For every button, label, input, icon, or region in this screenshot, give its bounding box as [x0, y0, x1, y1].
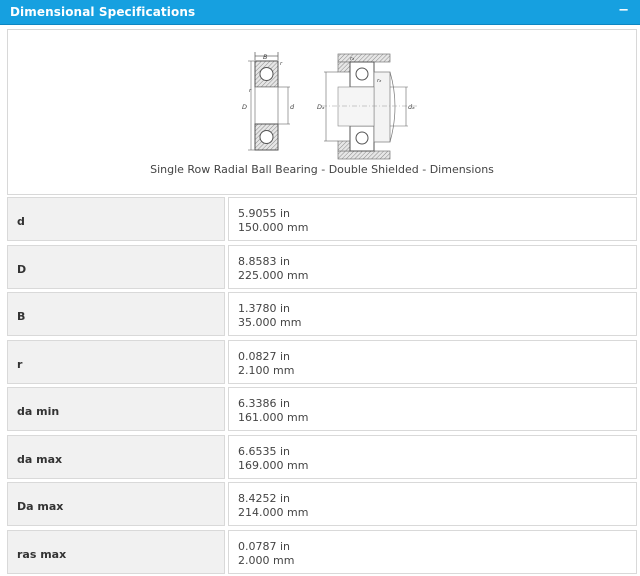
spec-value-mm: 214.000 mm [238, 506, 309, 519]
spec-row [7, 435, 637, 481]
spec-value [228, 292, 637, 336]
spec-label: r [7, 340, 225, 384]
bearing-mounting-right [317, 54, 418, 159]
spec-value-in: 0.0787 in [238, 539, 291, 553]
spec-value [228, 435, 637, 479]
spec-row [7, 387, 637, 433]
spec-value-in: 1.3780 in [238, 302, 291, 315]
spec-value-mm: 225.000 mm [238, 268, 309, 282]
bearing-cross-section-left [242, 52, 295, 150]
spec-value-mm: 2.100 mm [238, 363, 295, 377]
spec-value-mm: 150.000 mm [238, 221, 309, 234]
spec-value-in: 0.0827 in [238, 349, 291, 363]
spec-value-in: 5.9055 in [238, 207, 291, 220]
spec-row [7, 197, 637, 243]
figure-caption: Single Row Radial Ball Bearing - Double Shielded - Dimensions [150, 163, 494, 176]
spec-value-in: 6.3386 in [238, 397, 291, 410]
label-d: d [290, 103, 295, 111]
spec-label: B [7, 292, 225, 336]
panel-title: Dimensional Specifications [10, 5, 196, 19]
spec-value [228, 340, 637, 384]
bearing-diagram-svg [8, 30, 636, 160]
panel-header[interactable] [0, 0, 640, 25]
spec-label: da max [7, 435, 225, 479]
label-Da: Dₐ [317, 103, 325, 111]
spec-label: da min [7, 387, 225, 431]
spec-value [228, 245, 637, 289]
spec-value-in: 8.8583 in [238, 254, 291, 268]
label-ra-top: rₐ [350, 56, 355, 62]
spec-value-mm: 35.000 mm [238, 316, 302, 329]
spec-label: Da max [7, 482, 225, 526]
label-B: B [263, 53, 268, 61]
spec-value-in: 6.6535 in [238, 444, 291, 458]
label-ra-side: rₐ [377, 78, 382, 84]
spec-value [228, 387, 637, 431]
spec-row [7, 530, 637, 576]
spec-value-mm: 161.000 mm [238, 411, 309, 424]
spec-value [228, 197, 637, 241]
spec-row [7, 340, 637, 386]
spec-label: ras max [7, 530, 225, 574]
spec-value-mm: 2.000 mm [238, 553, 295, 567]
spec-row [7, 292, 637, 338]
label-r-side: r [249, 88, 252, 94]
spec-row [7, 245, 637, 291]
spec-row [7, 482, 637, 528]
bearing-figure [7, 29, 637, 195]
spec-label: D [7, 245, 225, 289]
label-da: dₐ [408, 103, 415, 111]
label-D: D [242, 103, 248, 111]
spec-value-in: 8.4252 in [238, 492, 291, 505]
spec-value [228, 482, 637, 526]
spec-label: d [7, 197, 225, 241]
label-r-top: r [280, 61, 283, 67]
collapse-icon[interactable]: − [618, 3, 629, 18]
spec-value-mm: 169.000 mm [238, 458, 309, 472]
spec-value [228, 530, 637, 574]
